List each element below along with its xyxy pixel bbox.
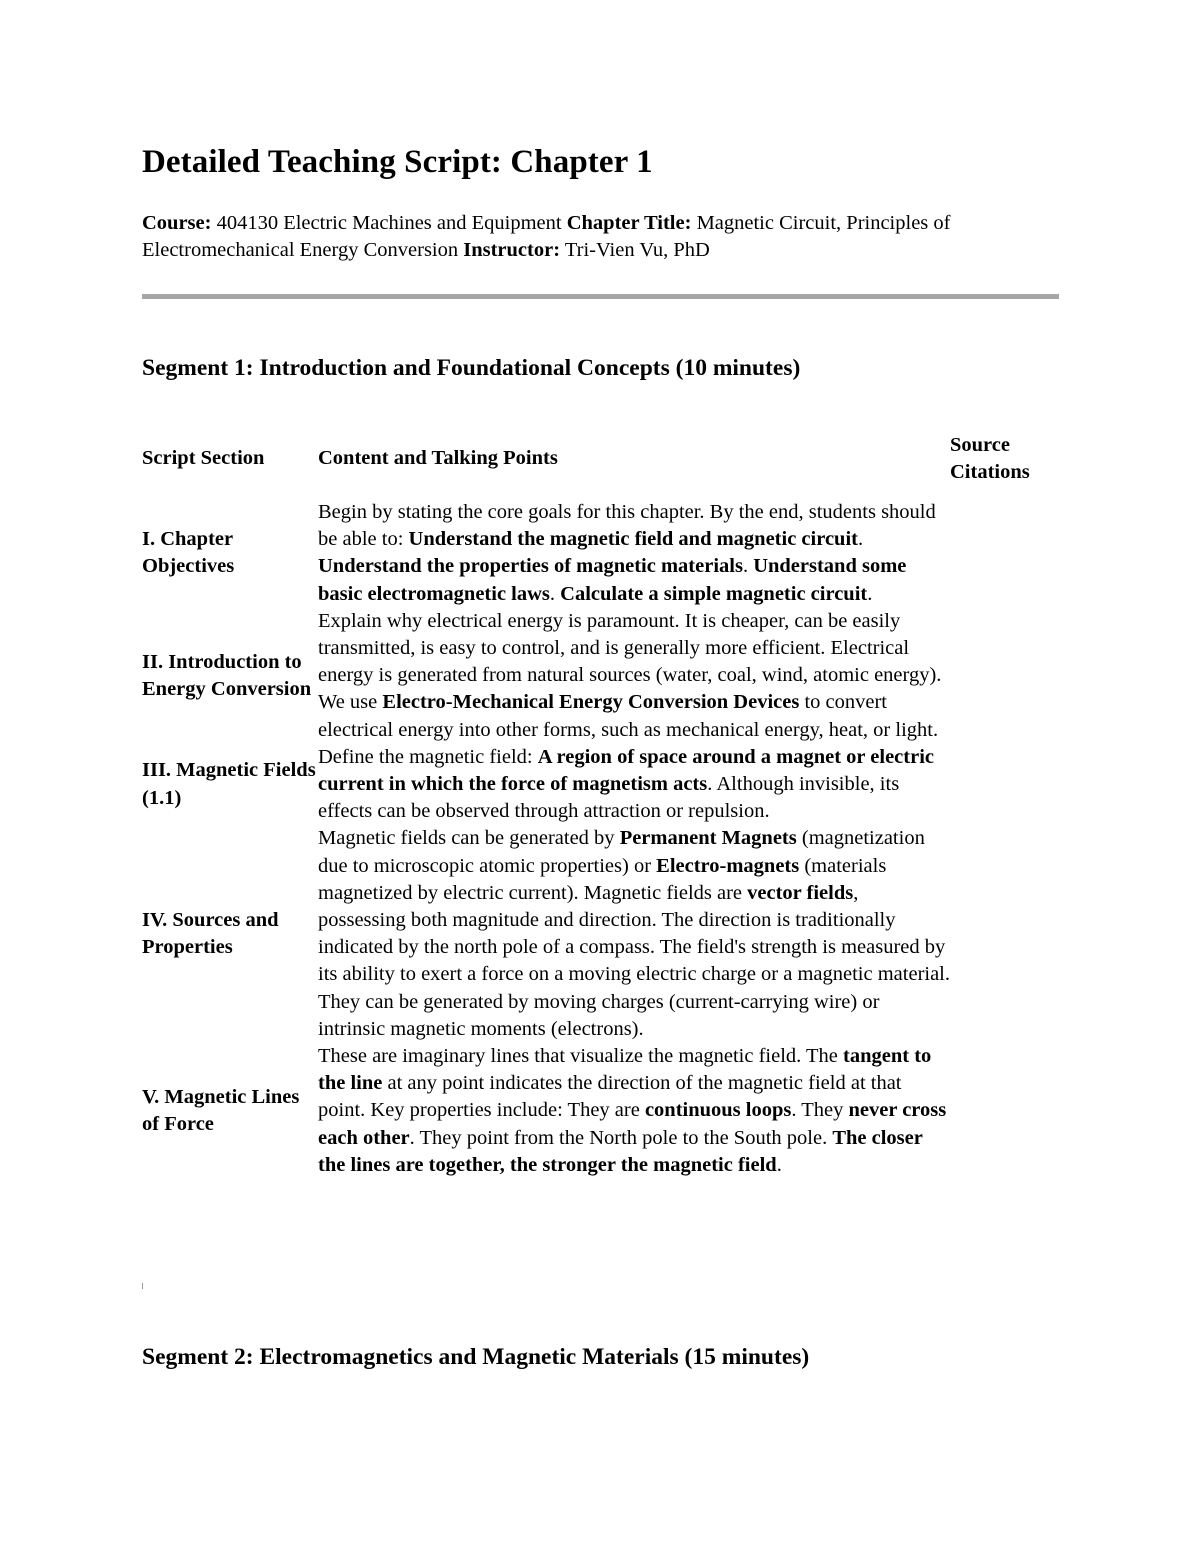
course-value: 404130 Electric Machines and Equipment — [216, 212, 562, 234]
text-run: . — [867, 582, 873, 605]
bold-run: tangent to the line — [318, 1045, 932, 1095]
bold-run: never cross each other — [318, 1099, 947, 1149]
script-section-cell: I. Chapter Objectives — [142, 528, 235, 578]
bold-run: A region of space around a magnet or electric current in which the force of magnetism acts — [318, 745, 934, 796]
content-cell — [318, 499, 950, 608]
script-section-cell: II. Introduction to Energy Conversion — [142, 650, 312, 700]
bold-run: continuous loops — [644, 1099, 792, 1122]
bold-run: Permanent Magnets — [619, 827, 797, 850]
column-header-source-citations: Source Citations — [950, 433, 1030, 483]
instructor-value: Tri-Vien Vu, PhD — [564, 239, 710, 261]
script-section-cell: V. Magnetic Lines of Force — [142, 1085, 300, 1136]
source-citations-cell — [950, 825, 1060, 1043]
text-run: . They point from the North pole to the South pole. — [409, 1126, 833, 1149]
content-cell — [318, 608, 950, 744]
instructor-label: Instructor: — [463, 239, 561, 261]
source-citations-cell — [950, 499, 1060, 608]
course-meta — [142, 210, 1060, 264]
text-run: , possessing both magnitude and direction. The direction is traditionally indicated by the north pole of a compass. The field's strength is measured by its ability to exert a force on a moving electric charge or a magnetic material. They can be generated by moving charges (current-carrying wire) or intrinsic magnetic moments (electrons). — [318, 881, 951, 1040]
document-title: Detailed Teaching Script: Chapter 1 — [142, 144, 653, 180]
source-citations-cell — [950, 608, 1060, 744]
column-header-script-section: Script Section — [142, 447, 265, 470]
text-run: (magnetization due to microscopic atomic properties) or — [318, 827, 925, 877]
text-run: Magnetic fields can be generated by — [318, 827, 620, 850]
table-header-row — [142, 419, 1060, 499]
text-run: (materials magnetized by electric current). Magnetic fields are — [318, 854, 887, 904]
chapter-title-label: Chapter Title: — [566, 212, 692, 234]
bold-run: Electro-Mechanical Energy Conversion Devices — [382, 691, 800, 714]
bold-run: Understand the magnetic field and magnetic circuit — [408, 528, 858, 551]
column-header-content: Content and Talking Points — [318, 447, 558, 470]
text-run: to convert electrical energy into other forms, such as mechanical energy, heat, or light. — [318, 691, 939, 741]
content-cell — [318, 1043, 950, 1179]
segment-1-heading: Segment 1: Introduction and Foundational Concepts (10 minutes) — [142, 355, 801, 381]
content-cell — [318, 744, 950, 826]
text-run: These are imaginary lines that visualize the magnetic field. The — [318, 1045, 844, 1068]
bold-run: Understand some basic electromagnetic laws — [318, 555, 907, 605]
text-run: Explain why electrical energy is paramount. It is cheaper, can be easily transmitted, is easy to control, and is generally more efficient. Electrical energy is generated from natural sources (water, coal, wind, atomic energy). We use — [318, 609, 942, 714]
source-citations-cell — [950, 744, 1060, 826]
text-run: . — [549, 582, 561, 605]
content-cell — [318, 825, 950, 1043]
text-run: . They — [791, 1099, 849, 1122]
table-row — [142, 744, 1060, 826]
text-run: Define the magnetic field: — [318, 745, 538, 768]
text-run: . — [857, 528, 864, 551]
table-row — [142, 1043, 1060, 1179]
text-run: . — [776, 1153, 782, 1176]
document-page — [142, 140, 1060, 1179]
script-section-cell: IV. Sources and Properties — [142, 909, 279, 959]
bold-run: Understand the properties of magnetic materials — [318, 555, 743, 578]
text-run: . — [742, 555, 754, 578]
bold-run: Calculate a simple magnetic circuit — [560, 582, 868, 605]
bold-run: Electro-magnets — [656, 854, 800, 877]
bold-run: The closer the lines are together, the stronger the magnetic field — [318, 1126, 923, 1176]
table-row — [142, 608, 1060, 744]
table-row — [142, 825, 1060, 1043]
segment-2-heading: Segment 2: Electromagnetics and Magnetic Materials (15 minutes) — [142, 1344, 810, 1370]
segment-1-table-body — [142, 499, 1060, 1179]
source-citations-cell — [950, 1043, 1060, 1179]
bold-run: vector fields — [747, 881, 854, 904]
table-row — [142, 499, 1060, 608]
stray-mark — [142, 1283, 143, 1289]
text-run: Begin by stating the core goals for this chapter. By the end, students should be able to: — [318, 501, 936, 551]
segment-1-table — [142, 419, 1060, 1179]
text-run: at any point indicates the direction of the magnetic field at that point. Key properties include: They are — [318, 1072, 902, 1122]
text-run: . Although invisible, its effects can be observed through attraction or repulsion. — [318, 773, 900, 823]
course-label: Course: — [142, 212, 212, 234]
script-section-cell: III. Magnetic Fields (1.1) — [142, 759, 316, 809]
horizontal-rule — [142, 294, 1059, 299]
chapter-title-value: Magnetic Circuit, Principles of Electromechanical Energy Conversion — [142, 212, 951, 261]
